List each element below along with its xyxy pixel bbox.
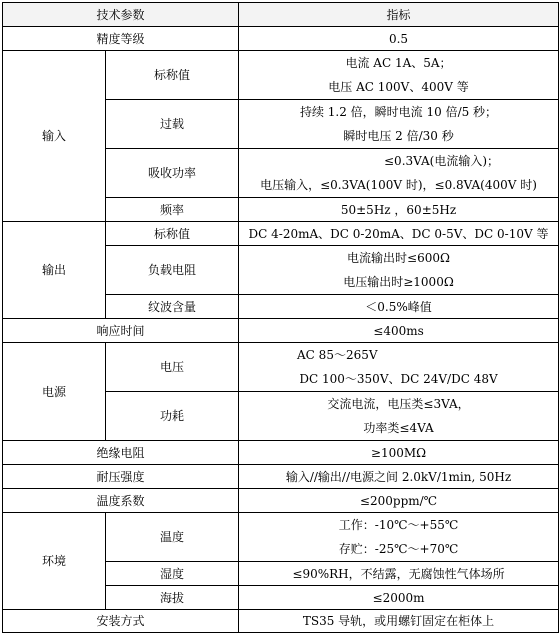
spec-table (2, 2, 559, 633)
output-group-label: 输出 (3, 222, 106, 319)
row-response (3, 319, 559, 343)
input-rated-line2: 电压 AC 100V、400V 等 (328, 80, 469, 94)
input-absorb-line1: ≤0.3VA(电流输入)； (384, 154, 500, 168)
output-load-label: 负载电阻 (106, 246, 239, 295)
output-load-line1: 电流输出时≤600Ω (347, 251, 450, 265)
insulation-label: 绝缘电阻 (3, 441, 239, 465)
input-overload-value (239, 100, 559, 149)
tempcoef-value: ≤200ppm/℃ (239, 489, 559, 513)
output-ripple-value: ＜0.5%峰值 (239, 295, 559, 319)
env-temp-line1: 工作：-10℃～+55℃ (338, 518, 459, 532)
row-env-temp (3, 513, 559, 562)
mounting-label: 安装方式 (3, 610, 239, 633)
header-param: 技术参数 (3, 3, 239, 27)
response-label: 响应时间 (3, 319, 239, 343)
power-voltage-label: 电压 (106, 343, 239, 392)
input-freq-label: 频率 (106, 198, 239, 222)
env-humidity-value: ≤90%RH，不结露，无腐蚀性气体场所 (239, 562, 559, 586)
input-overload-label: 过载 (106, 100, 239, 149)
power-consumption-label: 功耗 (106, 392, 239, 441)
row-input-rated (3, 51, 559, 100)
response-value: ≤400ms (239, 319, 559, 343)
input-absorb-line2: 电压输入，≤0.3VA(100V 时)，≤0.8VA(400V 时) (260, 178, 537, 192)
env-temp-label: 温度 (106, 513, 239, 562)
env-group-label: 环境 (3, 513, 106, 610)
row-tempcoef (3, 489, 559, 513)
input-overload-line1: 持续 1.2 倍，瞬时电流 10 倍/5 秒； (299, 105, 498, 119)
input-freq-value: 50±5Hz ，60±5Hz (239, 198, 559, 222)
input-absorb-value (239, 149, 559, 198)
input-absorb-label: 吸收功率 (106, 149, 239, 198)
header-row (3, 3, 559, 27)
row-output-rated (3, 222, 559, 246)
row-insulation (3, 441, 559, 465)
precision-value: 0.5 (239, 27, 559, 51)
power-group-label: 电源 (3, 343, 106, 441)
output-rated-value: DC 4-20mA、DC 0-20mA、DC 0-5V、DC 0-10V 等 (239, 222, 559, 246)
precision-label: 精度等级 (3, 27, 239, 51)
power-voltage-line1: AC 85～265V (297, 348, 378, 362)
input-rated-label: 标称值 (106, 51, 239, 100)
output-load-value (239, 246, 559, 295)
header-spec: 指标 (239, 3, 559, 27)
output-ripple-label: 纹波含量 (106, 295, 239, 319)
mounting-value: TS35 导轨，或用螺钉固定在柜体上 (239, 610, 559, 633)
input-rated-value (239, 51, 559, 100)
row-precision (3, 27, 559, 51)
env-altitude-value: ≤2000m (239, 586, 559, 610)
power-voltage-value (239, 343, 559, 392)
input-rated-line1: 电流 AC 1A、5A； (345, 56, 452, 70)
input-overload-line2: 瞬时电压 2 倍/30 秒 (343, 129, 454, 143)
env-altitude-label: 海拔 (106, 586, 239, 610)
power-consumption-line1: 交流电流，电压类≤3VA， (327, 397, 470, 411)
insulation-value: ≥100MΩ (239, 441, 559, 465)
withstand-label: 耐压强度 (3, 465, 239, 489)
row-power-voltage (3, 343, 559, 392)
env-humidity-label: 湿度 (106, 562, 239, 586)
power-consumption-line2: 功率类≤4VA (363, 421, 434, 435)
env-temp-line2: 存贮：-25℃～+70℃ (338, 542, 459, 556)
tempcoef-label: 温度系数 (3, 489, 239, 513)
power-voltage-line2: DC 100～350V、DC 24V/DC 48V (299, 372, 498, 386)
power-consumption-value (239, 392, 559, 441)
withstand-value: 输入//输出//电源之间 2.0kV/1min, 50Hz (239, 465, 559, 489)
env-temp-value (239, 513, 559, 562)
output-load-line2: 电压输出时≥1000Ω (343, 275, 454, 289)
output-rated-label: 标称值 (106, 222, 239, 246)
input-group-label: 输入 (3, 51, 106, 222)
row-mounting (3, 610, 559, 633)
row-withstand (3, 465, 559, 489)
